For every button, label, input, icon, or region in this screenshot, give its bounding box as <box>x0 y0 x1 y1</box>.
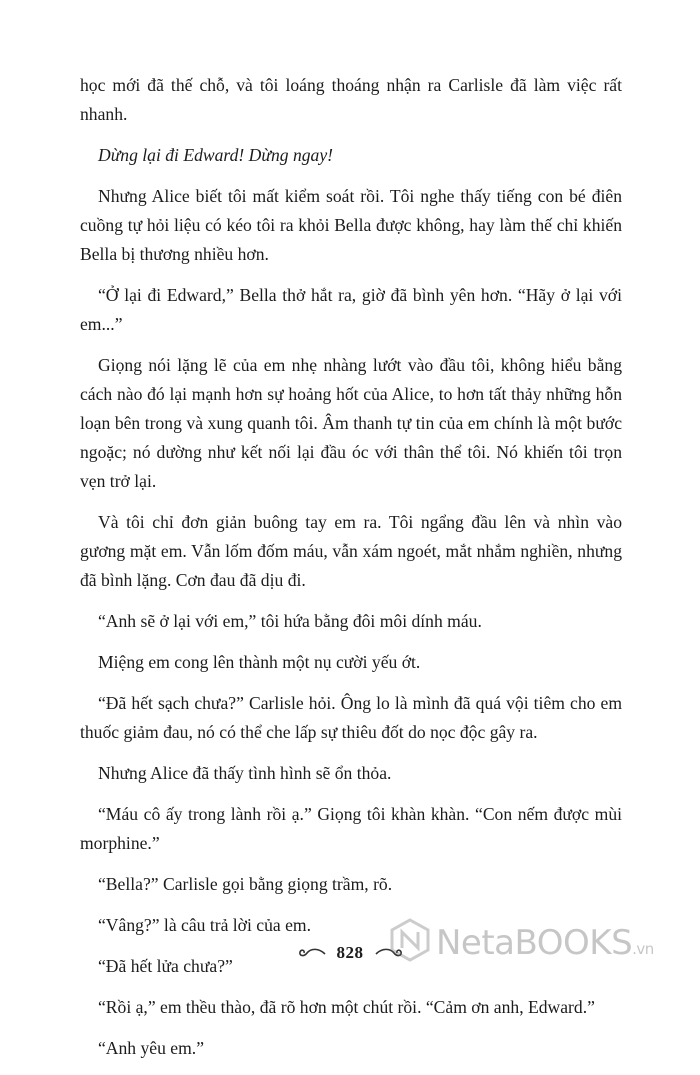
paragraph-16: “Anh yêu em.” <box>98 1038 205 1058</box>
watermark-text <box>436 923 654 963</box>
paragraph-2-italic: Dừng lại đi Edward! Dừng ngay! <box>98 145 334 165</box>
paragraph-7: “Anh sẽ ở lại với em,” tôi hứa bằng đôi môi dính máu. <box>98 611 482 631</box>
paragraph-6: Và tôi chỉ đơn giản buông tay em ra. Tôi ngẩng đầu lên và nhìn vào gương mặt em. Vẫn lốm đốm máu, vẫn xám ngoét, mắt nhắm nghiền, nhưng đã bình lặng. Cơn đau đã dịu đi. <box>80 512 622 590</box>
paragraph-5: Giọng nói lặng lẽ của em nhẹ nhàng lướt vào đầu tôi, không hiểu bằng cách nào đó lại mạnh hơn sự hoảng hốt của Alice, to hơn tất thảy những hỗn loạn bên trong và xung quanh tôi. Âm thanh tự tin của em chính là một bước ngoặc; nó dường như kết nối lại đầu óc với thân thể tôi. Nó khiến tôi trọn vẹn trở lại. <box>80 355 622 491</box>
paragraph-8: Miệng em cong lên thành một nụ cười yếu ớt. <box>98 652 421 672</box>
ornament-left-icon <box>297 946 327 960</box>
paragraph-14: “Đã hết lửa chưa?” <box>98 956 233 976</box>
paragraph-4: “Ở lại đi Edward,” Bella thở hắt ra, giờ đã bình yên hơn. “Hãy ở lại với em...” <box>80 285 622 334</box>
watermark-logo-icon <box>388 918 432 967</box>
paragraph-13: “Vâng?” là câu trả lời của em. <box>98 915 311 935</box>
watermark <box>388 918 654 967</box>
paragraph-11: “Máu cô ấy trong lành rồi ạ.” Giọng tôi khàn khàn. “Con nếm được mùi morphine.” <box>80 804 622 853</box>
paragraph-15: “Rồi ạ,” em thều thào, đã rõ hơn một chút rồi. “Cảm ơn anh, Edward.” <box>98 997 595 1017</box>
paragraph-12: “Bella?” Carlisle gọi bằng giọng trầm, rõ. <box>98 874 393 894</box>
paragraph-10: Nhưng Alice đã thấy tình hình sẽ ổn thỏa. <box>98 763 392 783</box>
watermark-suffix: .vn <box>632 939 654 958</box>
watermark-brand: NetaBOOKS <box>436 922 633 963</box>
paragraph-1: học mới đã thế chỗ, và tôi loáng thoáng nhận ra Carlisle đã làm việc rất nhanh. <box>80 75 622 124</box>
page-number: 828 <box>336 943 364 962</box>
paragraph-9: “Đã hết sạch chưa?” Carlisle hỏi. Ông lo là mình đã quá vội tiêm cho em thuốc giảm đau, nó có thể che lấp sự thiêu đốt do nọc độc gây ra. <box>80 693 622 742</box>
paragraph-3: Nhưng Alice biết tôi mất kiểm soát rồi. Tôi nghe thấy tiếng con bé điên cuồng tự hỏi liệu có kéo tôi ra khỏi Bella được không, hay làm thế chỉ khiến Bella bị thương nhiều hơn. <box>80 186 622 264</box>
